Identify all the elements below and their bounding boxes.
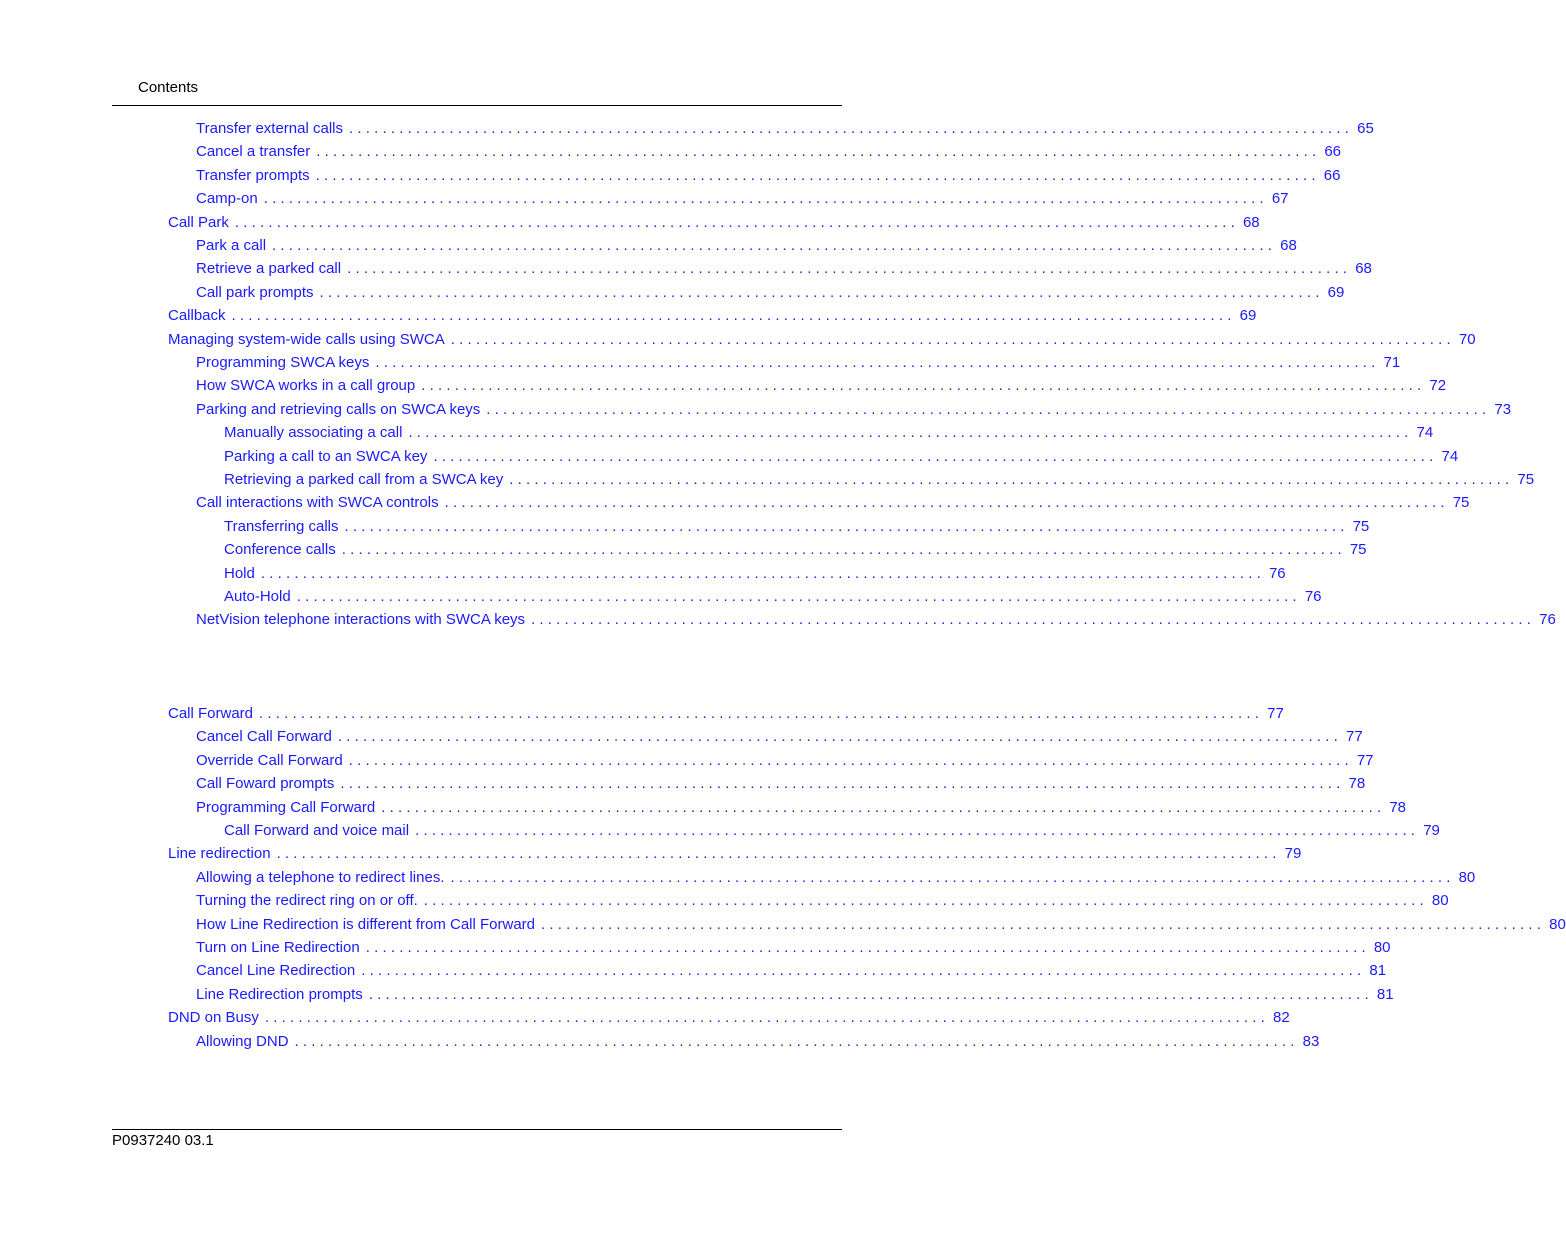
toc-dot-leader: ........................................................................................................................ <box>349 120 1354 137</box>
toc-entry-page-number: 74 <box>1441 447 1459 465</box>
toc-dot-leader: ........................................................................................................................ <box>423 892 1428 910</box>
document-number: P0937240 03.1 <box>112 1132 214 1149</box>
toc-dot-leader: ........................................................................................................................ <box>375 354 1380 371</box>
toc-entry[interactable] <box>196 892 1449 914</box>
toc-entry-page-number: 81 <box>1369 962 1387 980</box>
toc-entry[interactable] <box>196 1032 1320 1055</box>
toc-entry-title: Call Park <box>168 213 229 231</box>
toc-entry-title: Call park prompts <box>196 283 314 301</box>
toc-entry-page-number: 70 <box>1458 330 1476 348</box>
toc-entry[interactable] <box>224 564 1286 587</box>
toc-entry-title: Conference calls <box>224 541 336 559</box>
toc-entry-page-number: 78 <box>1348 775 1366 793</box>
toc-entry-page-number: 76 <box>1304 588 1322 605</box>
toc-entry-title: Managing system-wide calls using SWCA <box>168 330 445 348</box>
toc-dot-leader: ........................................................................................................................ <box>340 775 1345 793</box>
toc-entry[interactable] <box>196 751 1374 774</box>
toc-entry-page-number: 75 <box>1352 517 1370 535</box>
toc-entry-page-number: 74 <box>1416 424 1434 442</box>
toc-entry-page-number: 68 <box>1280 237 1297 254</box>
toc-entry-title: Park a call <box>196 237 267 254</box>
toc-entry-title: Programming Call Forward <box>196 798 376 816</box>
toc-entry[interactable] <box>196 377 1447 399</box>
toc-entry-title: Programming SWCA keys <box>196 354 370 371</box>
toc-entry-page-number: 75 <box>1349 541 1367 559</box>
toc-dot-leader: ........................................................................................................................ <box>263 190 1268 208</box>
toc-entry-page-number: 81 <box>1376 985 1394 1003</box>
toc-dot-leader: ........................................................................................................................ <box>259 705 1264 722</box>
toc-dot-leader: ........................................................................................................................ <box>509 471 1514 488</box>
toc-entry[interactable] <box>196 260 1372 282</box>
toc-entry[interactable] <box>196 939 1391 961</box>
toc-dot-leader: ........................................................................................................................ <box>272 237 1277 254</box>
toc-entry-page-number: 66 <box>1323 166 1341 184</box>
toc-entry-title: Auto-Hold <box>224 588 291 605</box>
toc-entry[interactable] <box>196 868 1476 891</box>
toc-dot-leader: ........................................................................................................................ <box>421 377 1426 395</box>
toc-entry[interactable] <box>196 190 1289 212</box>
toc-entry-title: Turning the redirect ring on or off. <box>196 892 418 910</box>
running-header: Contents <box>138 79 199 96</box>
toc-entry-title: Parking a call to an SWCA key <box>224 447 428 465</box>
toc-dot-leader: ........................................................................................................................ <box>296 588 1301 605</box>
toc-dot-leader: ........................................................................................................................ <box>415 822 1420 839</box>
toc-dot-leader: ........................................................................................................................ <box>347 260 1352 278</box>
toc-entry-title: Parking and retrieving calls on SWCA keys <box>196 400 481 418</box>
toc-entry-title: Line redirection <box>168 845 271 863</box>
toc-entry-title: Call Forward and voice mail <box>224 822 410 839</box>
toc-entry[interactable] <box>224 471 1535 493</box>
toc-entry[interactable] <box>196 237 1297 259</box>
toc-entry-title: Call Forward <box>168 705 254 722</box>
toc-entry-page-number: 80 <box>1549 915 1566 933</box>
toc-entry[interactable] <box>168 705 1284 727</box>
toc-entry-title: Cancel a transfer <box>196 143 311 161</box>
toc-entry-page-number: 80 <box>1373 939 1391 956</box>
toc-entry[interactable] <box>196 985 1394 1008</box>
toc-entry-title: Allowing a telephone to redirect lines. <box>196 868 445 886</box>
footer-rule <box>112 1129 842 1130</box>
toc-entry[interactable] <box>168 330 1476 353</box>
header-rule <box>112 105 842 106</box>
toc-entry-title: Allowing DND <box>196 1032 289 1050</box>
toc-dot-leader: ........................................................................................................................ <box>315 166 1320 184</box>
toc-entry-page-number: 67 <box>1271 190 1289 208</box>
toc-entry[interactable] <box>224 541 1367 563</box>
toc-entry[interactable] <box>196 915 1566 938</box>
toc-entry[interactable] <box>168 307 1257 329</box>
toc-entry-title: Manually associating a call <box>224 424 403 442</box>
toc-dot-leader: ........................................................................................................................ <box>260 564 1265 582</box>
toc-entry[interactable] <box>196 962 1387 984</box>
toc-entry[interactable] <box>224 588 1322 610</box>
toc-entry[interactable] <box>196 611 1556 633</box>
toc-entry[interactable] <box>196 166 1341 189</box>
toc-entry-page-number: 76 <box>1268 564 1286 582</box>
toc-entry[interactable] <box>224 822 1440 844</box>
toc-entry-title: Cancel Line Redirection <box>196 962 356 980</box>
toc-dot-leader: ........................................................................................................................ <box>341 541 1346 559</box>
toc-entry-page-number: 75 <box>1452 494 1470 512</box>
toc-dot-leader: ........................................................................................................................ <box>365 939 1370 956</box>
toc-entry-title: How Line Redirection is different from Call Forward <box>196 915 536 933</box>
toc-entry-title: NetVision telephone interactions with SWCA keys <box>196 611 526 629</box>
toc-entry-title: Transfer external calls <box>196 120 343 137</box>
toc-dot-leader: ........................................................................................................................ <box>231 307 1236 325</box>
toc-dot-leader: ........................................................................................................................ <box>408 424 1413 442</box>
toc-entry-page-number: 76 <box>1539 611 1556 629</box>
toc-entry[interactable] <box>168 213 1260 236</box>
toc-entry-title: Callback <box>168 307 226 325</box>
toc-dot-leader: ........................................................................................................................ <box>294 1032 1299 1050</box>
toc-entry-page-number: 68 <box>1242 213 1260 231</box>
toc-entry[interactable] <box>224 517 1370 540</box>
toc-entry-title: Line Redirection prompts <box>196 985 363 1003</box>
toc-entry-page-number: 80 <box>1431 892 1449 910</box>
toc-entry-page-number: 77 <box>1346 728 1363 746</box>
toc-entry[interactable] <box>168 845 1302 867</box>
toc-entry-page-number: 71 <box>1383 354 1401 371</box>
toc-dot-leader: ........................................................................................................................ <box>450 330 1455 348</box>
toc-dot-leader: ........................................................................................................................ <box>234 213 1239 231</box>
toc-dot-leader: ........................................................................................................................ <box>316 143 1321 161</box>
toc-entry[interactable] <box>196 120 1374 142</box>
toc-dot-leader: ........................................................................................................................ <box>344 517 1349 535</box>
toc-entry-title: Transfer prompts <box>196 166 310 184</box>
toc-entry-page-number: 77 <box>1356 751 1374 769</box>
toc-entry-page-number: 69 <box>1327 283 1345 301</box>
toc-entry-title: Retrieving a parked call from a SWCA key <box>224 471 504 488</box>
toc-entry-title: Transferring calls <box>224 517 339 535</box>
toc-entry-page-number: 65 <box>1357 120 1374 137</box>
toc-entry-page-number: 83 <box>1302 1032 1320 1050</box>
toc-entry-page-number: 82 <box>1272 1009 1290 1027</box>
toc-entry-page-number: 80 <box>1458 868 1476 886</box>
toc-dot-leader: ........................................................................................................................ <box>348 751 1353 769</box>
toc-entry-title: DND on Busy <box>168 1009 259 1027</box>
toc-entry[interactable] <box>196 143 1342 165</box>
toc-entry-page-number: 69 <box>1239 307 1257 325</box>
toc-dot-leader: ........................................................................................................................ <box>433 447 1438 465</box>
toc-entry-title: Call interactions with SWCA controls <box>196 494 439 512</box>
toc-entry-page-number: 73 <box>1494 400 1512 418</box>
toc-dot-leader: ........................................................................................................................ <box>486 400 1491 418</box>
toc-dot-leader: ........................................................................................................................ <box>319 283 1324 301</box>
toc-entry[interactable] <box>196 283 1345 306</box>
toc-entry-page-number: 66 <box>1324 143 1342 161</box>
toc-entry-title: Camp-on <box>196 190 258 208</box>
toc-entry-title: Override Call Forward <box>196 751 343 769</box>
toc-entry[interactable] <box>224 447 1459 470</box>
toc-entry-page-number: 77 <box>1267 705 1284 722</box>
toc-entry-title: Retrieve a parked call <box>196 260 342 278</box>
toc-entry-title: How SWCA works in a call group <box>196 377 416 395</box>
toc-entry[interactable] <box>196 400 1512 423</box>
toc-entry[interactable] <box>168 1009 1290 1031</box>
toc-entry[interactable] <box>196 494 1470 516</box>
toc-entry[interactable] <box>196 775 1366 797</box>
toc-entry[interactable] <box>196 728 1363 750</box>
toc-entry-page-number: 72 <box>1429 377 1447 395</box>
toc-entry-title: Cancel Call Forward <box>196 728 332 746</box>
toc-dot-leader: ........................................................................................................................ <box>264 1009 1269 1027</box>
toc-entry-title: Turn on Line Redirection <box>196 939 360 956</box>
toc-dot-leader: ........................................................................................................................ <box>368 985 1373 1003</box>
toc-entry-page-number: 79 <box>1423 822 1440 839</box>
toc-dot-leader: ........................................................................................................................ <box>541 915 1546 933</box>
toc-dot-leader: ........................................................................................................................ <box>450 868 1455 886</box>
toc-entry-title: Hold <box>224 564 255 582</box>
toc-entry-page-number: 68 <box>1355 260 1372 278</box>
toc-entry-page-number: 79 <box>1284 845 1302 863</box>
toc-dot-leader: ........................................................................................................................ <box>337 728 1342 746</box>
toc-entry-page-number: 75 <box>1517 471 1535 488</box>
toc-entry[interactable] <box>196 354 1401 376</box>
toc-dot-leader: ........................................................................................................................ <box>276 845 1281 863</box>
toc-entry-title: Call Foward prompts <box>196 775 335 793</box>
toc-dot-leader: ........................................................................................................................ <box>444 494 1449 512</box>
toc-dot-leader: ........................................................................................................................ <box>361 962 1366 980</box>
toc-entry[interactable] <box>196 798 1407 821</box>
toc-dot-leader: ........................................................................................................................ <box>531 611 1536 629</box>
toc-entry[interactable] <box>224 424 1434 446</box>
toc-entry-page-number: 78 <box>1389 798 1407 816</box>
toc-dot-leader: ........................................................................................................................ <box>381 798 1386 816</box>
